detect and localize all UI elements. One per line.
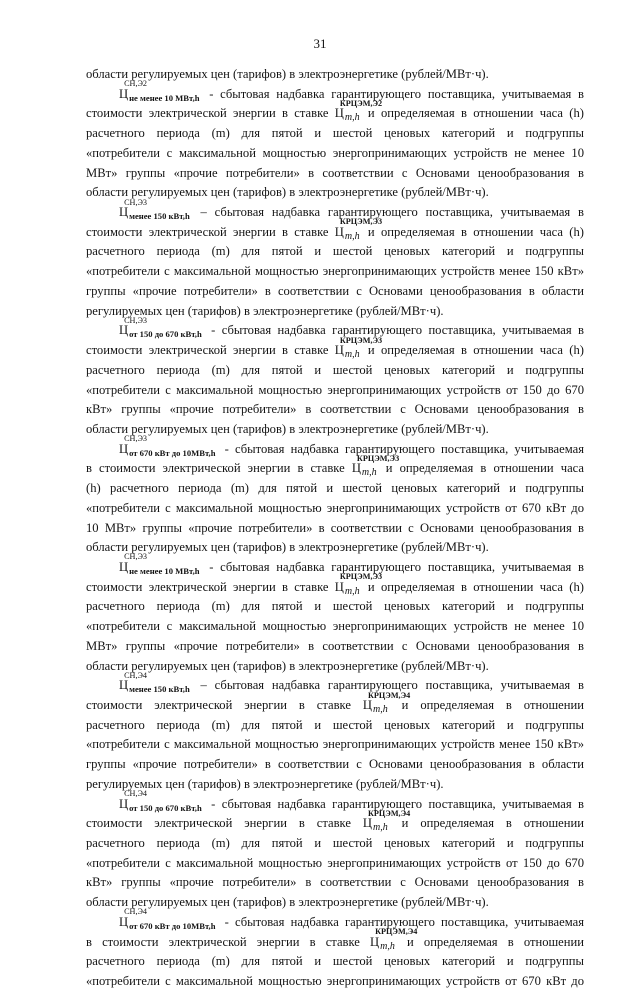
symbol-subscript: менее 150 кВт,h (129, 211, 190, 222)
rate-text-after: и определяемая в отношении часа (h) (361, 579, 584, 594)
symbol-subscript: менее 150 кВт,h (129, 684, 190, 695)
definition-text: – сбытовая надбавка гарантирующего поставщика, учитываемая в (192, 678, 584, 693)
definition-first-line (86, 79, 584, 105)
text-line: МВт» группы «прочие потребители» в соответствии с Основами ценообразования в (86, 638, 584, 653)
rate-symbol-superscript: КРЦЭМ,Э4 (367, 808, 411, 818)
definition-paragraph (86, 315, 584, 439)
formula-symbol (119, 670, 193, 700)
definition-first-line (86, 197, 584, 223)
formula-symbol (119, 197, 193, 227)
rate-symbol-subscript: m,h (372, 822, 388, 834)
text-line: расчетного периода (m) для пятой и шестой ценовых категорий и подгруппы (86, 362, 584, 377)
definition-paragraph (86, 907, 584, 992)
rate-symbol-superscript: КРЦЭМ,Э4 (375, 927, 418, 937)
rate-symbol-letter: Ц (351, 461, 361, 476)
text-line: расчетного периода (m) для пятой и шестой ценовых категорий и подгруппы (86, 126, 584, 141)
formula-symbol (119, 789, 205, 819)
rate-symbol-letter: Ц (362, 816, 372, 831)
definition-paragraph (86, 197, 584, 321)
document-body (86, 65, 584, 992)
definition-text: – сбытовая надбавка гарантирующего поставщика, учитываемая в (192, 205, 584, 220)
text-line: области регулируемых цен (тарифов) в электроэнергетике (рублей/МВт·ч). (86, 658, 489, 673)
symbol-subscript: не менее 10 МВт,h (129, 565, 200, 576)
text-line: 10 МВт» группы «прочие потребители» в соответствии с Основами ценообразования в (86, 520, 584, 535)
rate-symbol (362, 690, 411, 720)
formula-symbol (119, 79, 203, 109)
symbol-letter: Ц (119, 559, 129, 574)
rate-symbol-superscript: КРЦЭМ,Э3 (339, 335, 383, 345)
rate-text-before: стоимости электрической энергии в ставке (86, 343, 329, 358)
rate-text-after: и определяемая в отношении (396, 934, 584, 949)
rate-symbol-subscript: m,h (372, 704, 388, 715)
rate-symbol (351, 453, 400, 483)
rate-symbol-superscript: КРЦЭМ,Э3 (356, 453, 400, 463)
definition-first-line (86, 315, 584, 341)
text-line: регулируемых цен (тарифов) в электроэнергетике (рублей/МВт·ч). (86, 303, 444, 318)
symbol-superscript: СН,Э4 (124, 670, 147, 680)
rate-symbol-letter: Ц (362, 698, 372, 712)
formula-symbol (119, 907, 219, 937)
text-line: области регулируемых цен (тарифов) в электроэнергетике (рублей/МВт·ч). (86, 540, 489, 555)
definition-text: - сбытовая надбавка гарантирующего поставщика, учитываемая в (204, 796, 584, 811)
text-line: области регулируемых цен (тарифов) в электроэнергетике (рублей/МВт·ч). (86, 421, 489, 436)
rate-text-before: в стоимости электрической энергии в ставке (86, 461, 345, 476)
rate-symbol (334, 335, 383, 365)
text-line: МВт» группы «прочие потребители» в соответствии с Основами ценообразования в (86, 165, 584, 180)
rate-symbol-subscript: m,h (344, 112, 360, 124)
rate-text-before: стоимости электрической энергии в ставке (86, 106, 329, 121)
definition-text: - сбытовая надбавка гарантирующего поставщика, учитываемая (218, 914, 584, 929)
text-line: кВт» группы «прочие потребители» в соответствии с Основами ценообразования в (86, 402, 584, 417)
definition-paragraph (86, 434, 584, 558)
symbol-superscript: СН,Э3 (124, 552, 147, 562)
definition-text: - сбытовая надбавка гарантирующего поставщика, учитываемая в (202, 86, 584, 101)
rate-symbol (334, 217, 383, 247)
rate-text-after: и определяемая в отношении часа (h) (361, 343, 584, 358)
formula-symbol (119, 315, 205, 345)
rate-symbol (370, 927, 418, 957)
rate-symbol-letter: Ц (334, 106, 344, 121)
definition-first-line (86, 670, 584, 696)
symbol-letter: Ц (119, 323, 129, 338)
formula-symbol (119, 434, 219, 464)
rate-text-before: стоимости электрической энергии в ставке (86, 816, 351, 831)
text-line: кВт» группы «прочие потребители» в соответствии с Основами ценообразования в (86, 875, 584, 890)
text-line: области регулируемых цен (тарифов) в электроэнергетике (рублей/МВт·ч). (86, 895, 489, 910)
rate-text-before: стоимости электрической энергии в ставке (86, 698, 351, 712)
text-line: расчетного периода (m) для пятой и шестой ценовых категорий и подгруппы (86, 836, 584, 851)
rate-symbol (334, 572, 383, 602)
page-number: 31 (313, 36, 327, 51)
text-line: «потребители с максимальной мощностью энергопринимающих устройств от 150 до 670 (86, 382, 584, 397)
rate-text-after: и определяемая в отношении часа (h) (361, 224, 584, 239)
formula-symbol (119, 552, 203, 582)
rate-symbol (362, 808, 411, 838)
definition-text: - сбытовая надбавка гарантирующего поставщика, учитываемая (218, 441, 584, 456)
text-line: (h) расчетного периода (m) для пятой и шестой ценовых категорий и подгруппы (86, 481, 584, 496)
symbol-superscript: СН,Э3 (124, 197, 147, 207)
symbol-letter: Ц (119, 914, 129, 929)
text-line: расчетного периода (m) для пятой и шестой ценовых категорий и подгруппы (86, 244, 584, 259)
rate-symbol-superscript: КРЦЭМ,Э2 (339, 98, 383, 108)
symbol-superscript: СН,Э3 (124, 434, 147, 444)
definition-paragraph (86, 552, 584, 676)
definition-paragraph (86, 79, 584, 203)
text-line: регулируемых цен (тарифов) в электроэнергетике (рублей/МВт·ч). (86, 776, 444, 791)
definition-first-line (86, 552, 584, 578)
rate-text-before: в стоимости электрической энергии в ставке (86, 934, 360, 949)
definition-text: - сбытовая надбавка гарантирующего поставщика, учитываемая в (202, 559, 584, 574)
symbol-letter: Ц (119, 678, 129, 693)
definition-first-line (86, 434, 584, 460)
definition-paragraph (86, 789, 584, 913)
definition-paragraph (86, 670, 584, 794)
text-line: группы «прочие потребители» в соответствии с Основами ценообразования в области (86, 283, 584, 298)
symbol-letter: Ц (119, 796, 129, 811)
rate-text-after: и определяемая в отношении часа (h) (361, 106, 584, 121)
rate-text-before: стоимости электрической энергии в ставке (86, 224, 329, 239)
definition-first-line (86, 789, 584, 815)
rate-text-after: и определяемая в отношении (389, 816, 584, 831)
symbol-subscript: от 150 до 670 кВт,h (129, 802, 202, 813)
rate-text-after: и определяемая в отношении часа (378, 461, 584, 476)
text-line: области регулируемых цен (тарифов) в электроэнергетике (рублей/МВт·ч). (86, 185, 489, 200)
intro-line: области регулируемых цен (тарифов) в электроэнергетике (рублей/МВт·ч). (86, 67, 489, 81)
text-line: расчетного периода (m) для пятой и шестой ценовых категорий и подгруппы (86, 954, 584, 969)
definition-first-line (86, 907, 584, 933)
rate-symbol-superscript: КРЦЭМ,Э3 (339, 217, 383, 227)
symbol-subscript: от 150 до 670 кВт,h (129, 329, 202, 340)
rate-symbol-subscript: m,h (380, 940, 395, 952)
symbol-subscript: не менее 10 МВт,h (129, 92, 200, 103)
rate-text-before: стоимости электрической энергии в ставке (86, 579, 329, 594)
symbol-subscript: от 670 кВт до 10МВт,h (129, 920, 216, 931)
rate-symbol-superscript: КРЦЭМ,Э3 (339, 572, 383, 582)
text-line: группы «прочие потребители» в соответствии с Основами ценообразования в области (86, 757, 584, 772)
symbol-superscript: СН,Э3 (124, 315, 147, 325)
rate-symbol-letter: Ц (334, 343, 344, 358)
symbol-subscript: от 670 кВт до 10МВт,h (129, 447, 216, 458)
symbol-superscript: СН,Э2 (124, 79, 147, 89)
rate-symbol-subscript: m,h (344, 585, 360, 597)
text-line: «потребители с максимальной мощностью энергопринимающих устройств менее 150 кВт» (86, 737, 584, 752)
text-line: «потребители с максимальной мощностью энергопринимающих устройств не менее 10 (86, 145, 584, 160)
text-line: «потребители с максимальной мощностью энергопринимающих устройств от 670 кВт до (86, 974, 584, 989)
rate-symbol-subscript: m,h (361, 467, 377, 479)
rate-symbol-letter: Ц (334, 224, 344, 239)
symbol-letter: Ц (119, 441, 129, 456)
text-line: расчетного периода (m) для пятой и шестой ценовых категорий и подгруппы (86, 599, 584, 614)
text-line: «потребители с максимальной мощностью энергопринимающих устройств от 150 до 670 (86, 855, 584, 870)
rate-symbol-superscript: КРЦЭМ,Э4 (367, 690, 411, 700)
text-line: «потребители с максимальной мощностью энергопринимающих устройств менее 150 кВт» (86, 264, 584, 279)
symbol-letter: Ц (119, 86, 129, 101)
rate-text-after: и определяемая в отношении (389, 698, 584, 712)
rate-symbol-subscript: m,h (344, 230, 360, 242)
definition-text: - сбытовая надбавка гарантирующего поставщика, учитываемая в (204, 323, 584, 338)
symbol-superscript: СН,Э4 (124, 907, 147, 917)
symbol-superscript: СН,Э4 (124, 789, 147, 799)
rate-symbol-subscript: m,h (344, 349, 360, 361)
rate-symbol (334, 98, 383, 128)
rate-symbol-letter: Ц (334, 579, 344, 594)
text-line: расчетного периода (m) для пятой и шестой ценовых категорий и подгруппы (86, 717, 584, 732)
symbol-letter: Ц (119, 205, 129, 220)
text-line: «потребители с максимальной мощностью энергопринимающих устройств не менее 10 (86, 619, 584, 634)
rate-symbol-letter: Ц (370, 934, 380, 949)
text-line: «потребители с максимальной мощностью энергопринимающих устройств от 670 кВт до (86, 500, 584, 515)
paragraph-list (86, 79, 584, 992)
